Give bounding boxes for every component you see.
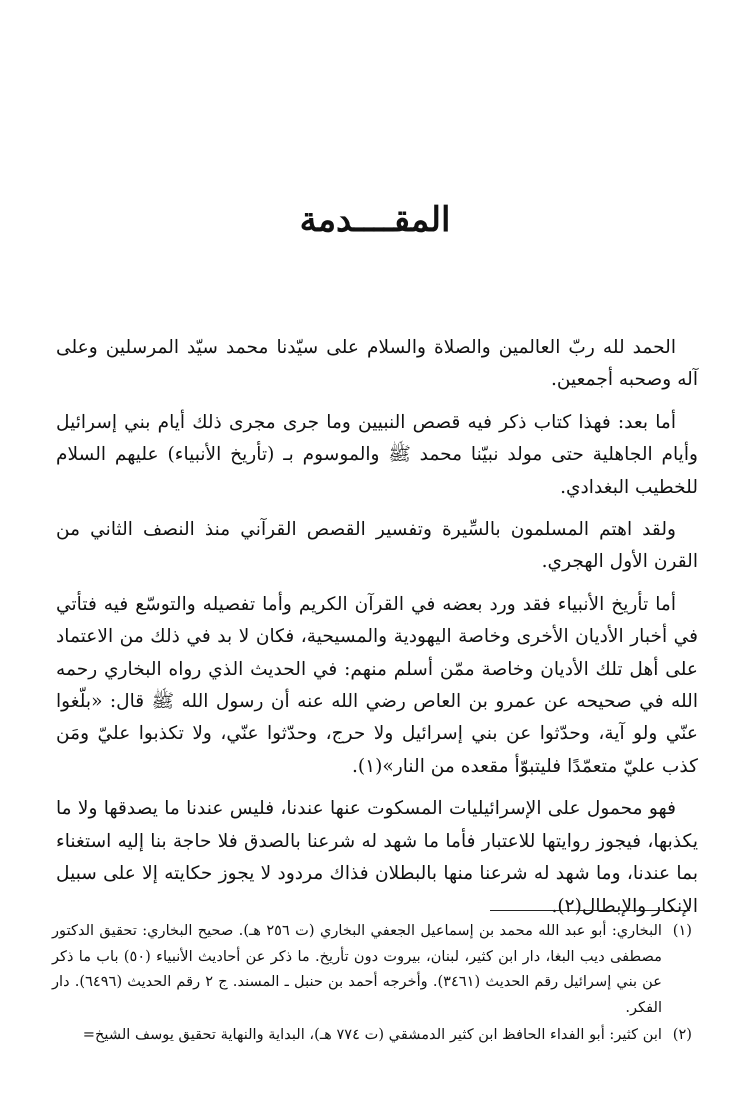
paragraph-opening: الحمد لله ربّ العالمين والصلاة والسلام على سيّدنا محمد سيّد المرسلين وعلى آله وصحبه أجمعين.	[56, 337, 698, 391]
footnote-text: البخاري: أبو عبد الله محمد بن إسماعيل الجعفي البخاري (ت ٢٥٦ هـ). صحيح البخاري: تحقيق الدكتور مصطفى ديب البغا، دار ابن كثير، لبنان، بيروت دون تأريخ. ما ذكر عن أحاديث الأنبياء (٥٠) باب ما ذكر عن بني إسرائيل رقم الحديث (٣٤٦١). وأخرجه أحمد بن حنبل ـ المسند. ج ٢ رقم الحديث (٦٤٩٦). دار الفكر.	[52, 922, 662, 1016]
main-text	[56, 332, 698, 933]
footnote-number: (١)	[672, 922, 692, 939]
footnote-divider	[490, 910, 690, 911]
page-title: المقــــدمة	[299, 200, 451, 240]
footnote-item	[52, 918, 692, 1020]
footnote-item	[52, 1022, 692, 1048]
footnote-text: ابن كثير: أبو الفداء الحافظ ابن كثير الدمشقي (ت ٧٧٤ هـ)، البداية والنهاية تحقيق يوسف الشيخ=	[82, 1026, 662, 1044]
paragraph-israiliyat: فهو محمول على الإسرائيليات المسكوت عنها عندنا، فليس عندنا ما يصدقها ولا ما يكذبها، فيجوز روايتها للاعتبار فأما ما شهد له شرعنا بالصدق فلا حاجة بنا إليه استغناء بما عندنا، وما شهد له شرعنا منها بالبطلان فذاك مردود لا يجوز حكايته إلا على سبيل الإنكار والإبطال(٢).	[56, 798, 698, 917]
footnotes	[52, 918, 692, 1050]
footnote-number: (٢)	[672, 1026, 692, 1044]
paragraph-prophets-history: أما تأريخ الأنبياء فقد ورد بعضه في القرآن الكريم وأما تفصيله والتوسّع فيه فتأتي في أخبار الأديان الأخرى وخاصة اليهودية والمسيحية، فكان لا بد في ذلك من الاعتماد على أهل تلك الأديان وخاصة ممّن أسلم منهم: في الحديث الذي رواه البخاري رحمه الله في صحيحه عن عمرو بن العاص رضي الله عنه أن رسول الله ﷺ قال: «بلّغوا عنّي ولو آية، وحدّثوا عن بني إسرائيل ولا حرج، وحدّثوا عنّي، ولا تكذبوا عليّ ومَن كذب عليّ متعمّدًا فليتبوّأ مقعده من النار»(١).	[56, 593, 698, 777]
paragraph-book-intro: أما بعد: فهذا كتاب ذكر فيه قصص النبيين وما جرى مجرى ذلك أيام بني إسرائيل وأيام الجاهلية حتى مولد نبيّنا محمد ﷺ والموسوم بـ (تأريخ الأنبياء) عليهم السلام للخطيب البغدادي.	[56, 411, 698, 498]
paragraph-muslim-interest: ولقد اهتم المسلمون بالسِّيرة وتفسير القصص القرآني منذ النصف الثاني من القرن الأول الهجري.	[56, 519, 698, 573]
